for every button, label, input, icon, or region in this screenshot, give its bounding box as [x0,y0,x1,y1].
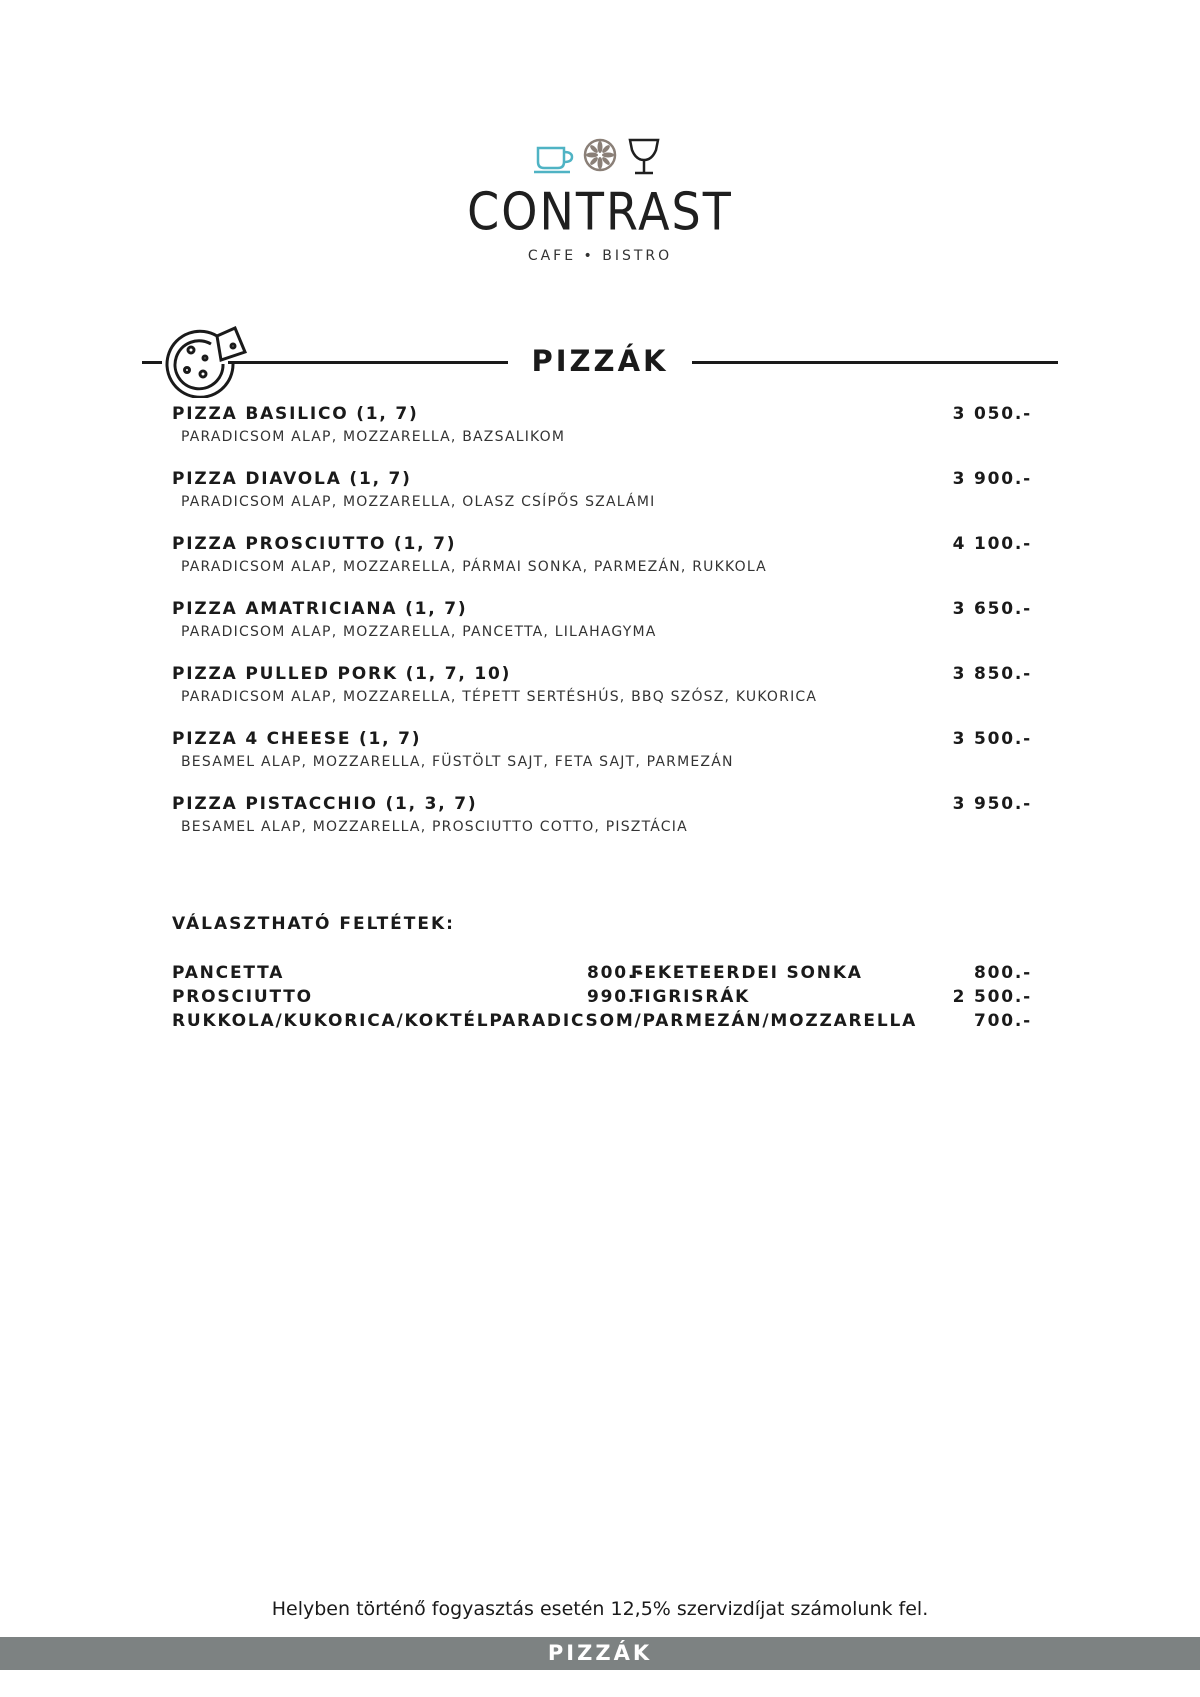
item-name: PIZZA AMATRICIANA (1, 7) [172,599,468,619]
item-description: PARADICSOM ALAP, MOZZARELLA, PÁRMAI SONKA, PARMEZÁN, RUKKOLA [181,559,767,575]
item-description: BESAMEL ALAP, MOZZARELLA, FÜSTÖLT SAJT, FETA SAJT, PARMEZÁN [181,754,734,770]
item-name: PIZZA DIAVOLA (1, 7) [172,469,412,489]
topping-row [172,1009,1032,1033]
topping-name: PROSCIUTTO [172,987,313,1007]
item-description: PARADICSOM ALAP, MOZZARELLA, TÉPETT SERTÉSHÚS, BBQ SZÓSZ, KUKORICA [181,689,818,705]
brand-tagline: CAFE • BISTRO [527,248,673,264]
topping-price: 700.- [974,1011,1032,1031]
topping-price: 800.- [587,963,645,983]
menu-item [172,596,1032,661]
item-description: PARADICSOM ALAP, MOZZARELLA, PANCETTA, LILAHAGYMA [181,624,657,640]
item-name: PIZZA 4 CHEESE (1, 7) [172,729,422,749]
logo-icons [530,136,670,178]
topping-name: TIGRISRÁK [631,987,751,1007]
item-description: BESAMEL ALAP, MOZZARELLA, PROSCIUTTO COTTO, PISZTÁCIA [181,819,688,835]
item-price: 3 050.- [952,404,1032,424]
item-price: 4 100.- [952,534,1032,554]
toppings-list [172,961,1032,1033]
menu-item [172,661,1032,726]
item-price: 3 650.- [952,599,1032,619]
menu-item [172,726,1032,791]
brand-logo [0,136,1200,264]
section-header [0,318,1200,408]
item-description: PARADICSOM ALAP, MOZZARELLA, BAZSALIKOM [181,429,566,445]
item-price: 3 950.- [952,794,1032,814]
item-description: PARADICSOM ALAP, MOZZARELLA, OLASZ CSÍPŐS SZALÁMI [181,494,656,510]
topping-price: 2 500.- [952,987,1032,1007]
menu-item [172,401,1032,466]
footer-band: PIZZÁK [0,1637,1200,1670]
topping-price: 800.- [974,963,1032,983]
topping-name: RUKKOLA/KUKORICA/KOKTÉLPARADICSOM/PARMEZÁN/MOZZARELLA [172,1011,918,1031]
item-name: PIZZA PULLED PORK (1, 7, 10) [172,664,512,684]
menu-item [172,466,1032,531]
topping-row [172,985,1032,1009]
service-charge-note: Helyben történő fogyasztás esetén 12,5% szervizdíjat számolunk fel. [271,1598,929,1620]
topping-price: 990.- [587,987,645,1007]
topping-row [172,961,1032,985]
brand-name: CONTRAST [467,181,733,242]
item-price: 3 500.- [952,729,1032,749]
menu-list [172,401,1032,856]
menu-item [172,531,1032,596]
item-name: PIZZA PROSCIUTTO (1, 7) [172,534,457,554]
toppings-heading: VÁLASZTHATÓ FELTÉTEK: [172,914,455,934]
topping-name: PANCETTA [172,963,285,983]
wine-glass-icon [630,140,658,173]
flower-icon [585,140,615,170]
item-price: 3 900.- [952,469,1032,489]
section-title: PIZZÁK [531,344,669,378]
menu-item [172,791,1032,856]
item-price: 3 850.- [952,664,1032,684]
item-name: PIZZA BASILICO (1, 7) [172,404,419,424]
coffee-cup-icon [534,148,572,172]
topping-name: FEKETEERDEI SONKA [631,963,863,983]
item-name: PIZZA PISTACCHIO (1, 3, 7) [172,794,478,814]
